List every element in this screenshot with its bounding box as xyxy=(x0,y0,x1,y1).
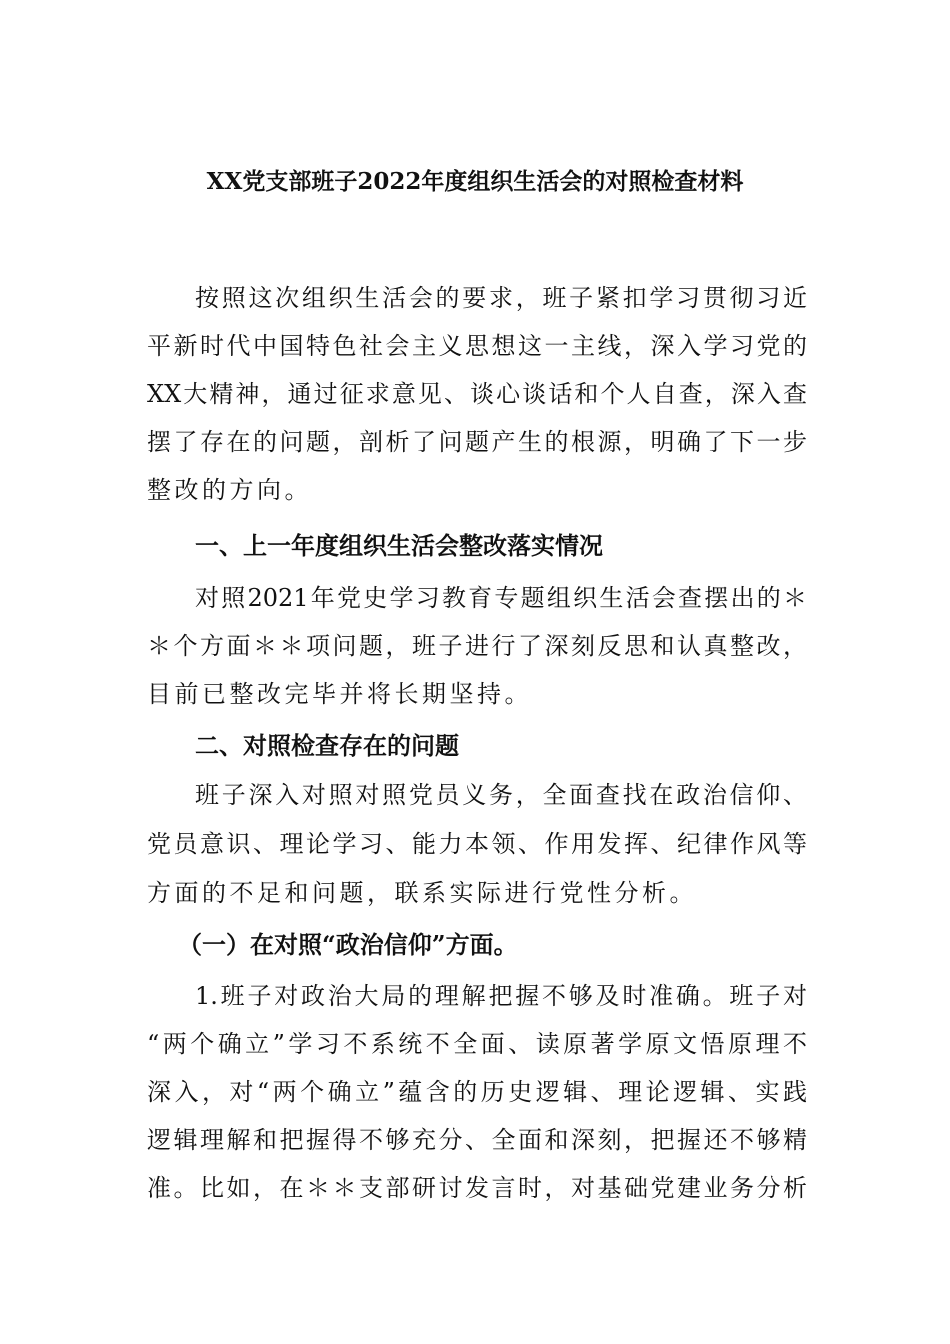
paragraph-line: 方面的不足和问题，联系实际进行党性分析。 xyxy=(147,879,697,907)
paragraph-line: 逻辑理解和把握得不够充分、全面和深刻，把握还不够精 xyxy=(147,1126,807,1154)
paragraph-line: 1.班子对政治大局的理解把握不够及时准确。班子对 xyxy=(195,982,807,1010)
paragraph-line: 对照2021年党史学习教育专题组织生活会查摆出的＊ xyxy=(195,584,807,612)
document-title: XX党支部班子2022年度组织生活会的对照检查材料 xyxy=(206,168,744,195)
paragraph-line: XX大精神，通过征求意见、谈心谈话和个人自查，深入查 xyxy=(147,380,807,408)
paragraph-line: 平新时代中国特色社会主义思想这一主线，深入学习党的 xyxy=(147,332,807,360)
paragraph-line: 党员意识、理论学习、能力本领、作用发挥、纪律作风等 xyxy=(147,830,807,858)
paragraph-line: 整改的方向。 xyxy=(147,476,312,504)
paragraph-line: 按照这次组织生活会的要求，班子紧扣学习贯彻习近 xyxy=(195,284,807,312)
paragraph-line: 深入，对“两个确立”蕴含的历史逻辑、理论逻辑、实践 xyxy=(147,1078,807,1106)
paragraph-line: 准。比如，在＊＊支部研讨发言时，对基础党建业务分析 xyxy=(147,1174,807,1202)
paragraph-line: 目前已整改完毕并将长期坚持。 xyxy=(147,680,532,708)
paragraph-line: 摆了存在的问题，剖析了问题产生的根源，明确了下一步 xyxy=(147,428,807,456)
subsection-heading: （一）在对照“政治信仰”方面。 xyxy=(178,930,518,959)
paragraph-line: 班子深入对照对照党员义务，全面查找在政治信仰、 xyxy=(195,781,807,809)
section-heading: 一、上一年度组织生活会整改落实情况 xyxy=(195,531,603,560)
section-heading: 二、对照检查存在的问题 xyxy=(195,731,459,760)
paragraph-line: “两个确立”学习不系统不全面、读原著学原文悟原理不 xyxy=(147,1030,807,1058)
paragraph-line: ＊个方面＊＊项问题，班子进行了深刻反思和认真整改， xyxy=(147,632,807,660)
